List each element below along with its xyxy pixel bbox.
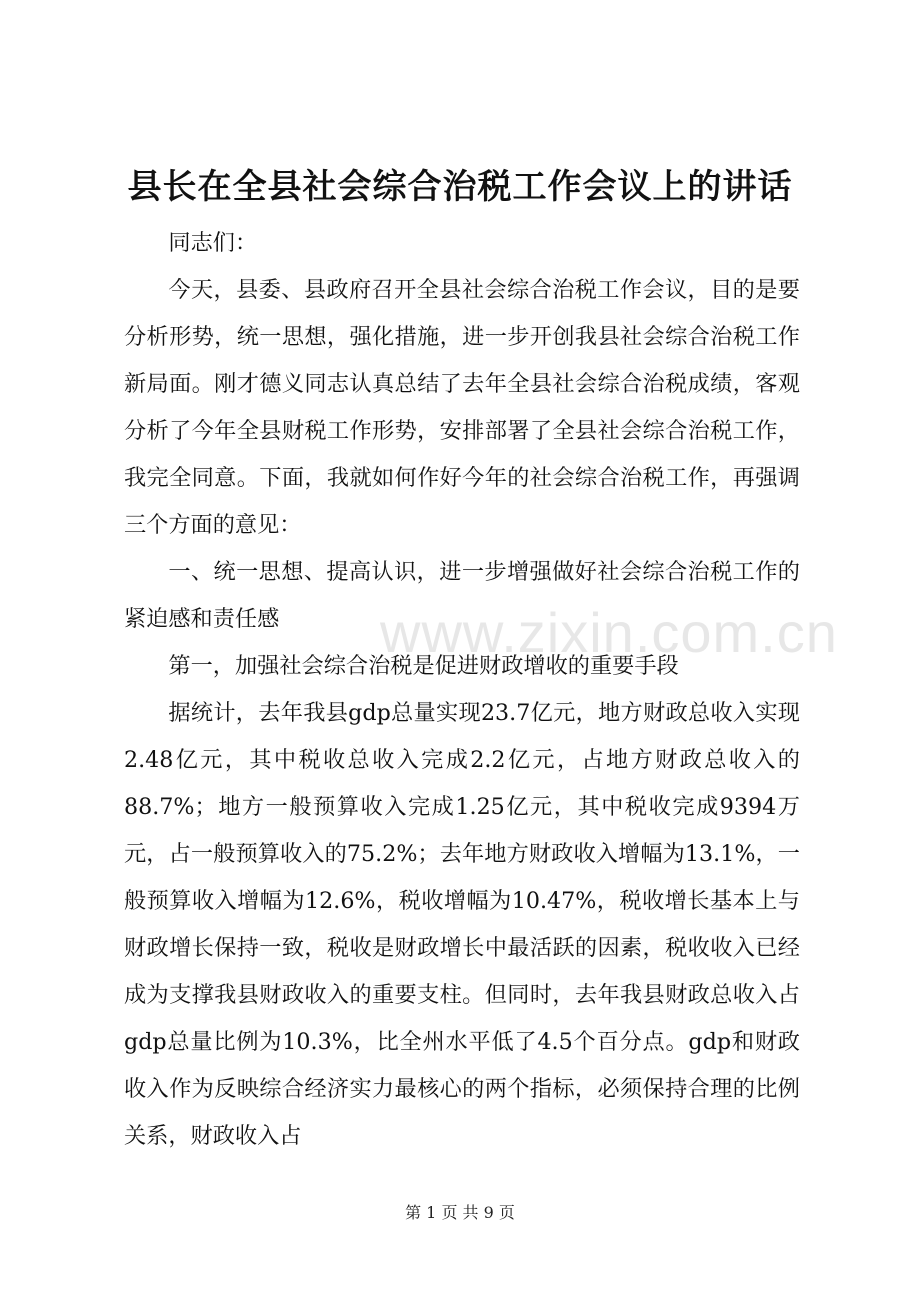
paragraph-salutation: 同志们： [168,230,258,256]
paragraph-statistics: 据统计，去年我县gdp总量实现23.7亿元，地方财政总收入实现2.48亿元，其中税收总收入完成2.2亿元，占地方财政总收入的88.7%；地方一般预算收入完成1.25亿元，其中税收完成9394万元，占一般预算收入的75.2%；去年地方财政收入增幅为13.1%，一般预算收入增幅为12.6%，税收增幅为10.47%，税收增长基本上与财政增长保持一致，税收是财政增长中最活跃的因素，税收收入已经成为支撑我县财政收入的重要支柱。但同时，去年我县财政总收入占gdp总量比例为10.3%，比全州水平低了4.5个百分点。gdp和财政收入作为反映综合经济实力最核心的两个指标，必须保持合理的比例关系，财政收入占 [124,700,800,1149]
subsection-heading-first: 第一，加强社会综合治税是促进财政增收的重要手段 [168,653,679,679]
document-title: 县长在全县社会综合治税工作会议上的讲话 [127,167,793,207]
document-body [124,220,800,1160]
section-heading-one: 一、统一思想、提高认识，进一步增强做好社会综合治税工作的紧迫感和责任感 [124,559,800,632]
paragraph-intro: 今天，县委、县政府召开全县社会综合治税工作会议，目的是要分析形势，统一思想，强化措施，进一步开创我县社会综合治税工作新局面。刚才德义同志认真总结了去年全县社会综合治税成绩，客观分析了今年全县财税工作形势，安排部署了全县社会综合治税工作，我完全同意。下面，我就如何作好今年的社会综合治税工作，再强调三个方面的意见： [124,277,800,538]
watermark: www.zixin.com.cn [380,601,838,664]
page-footer: 第 1 页 共 9 页 [405,1203,515,1222]
